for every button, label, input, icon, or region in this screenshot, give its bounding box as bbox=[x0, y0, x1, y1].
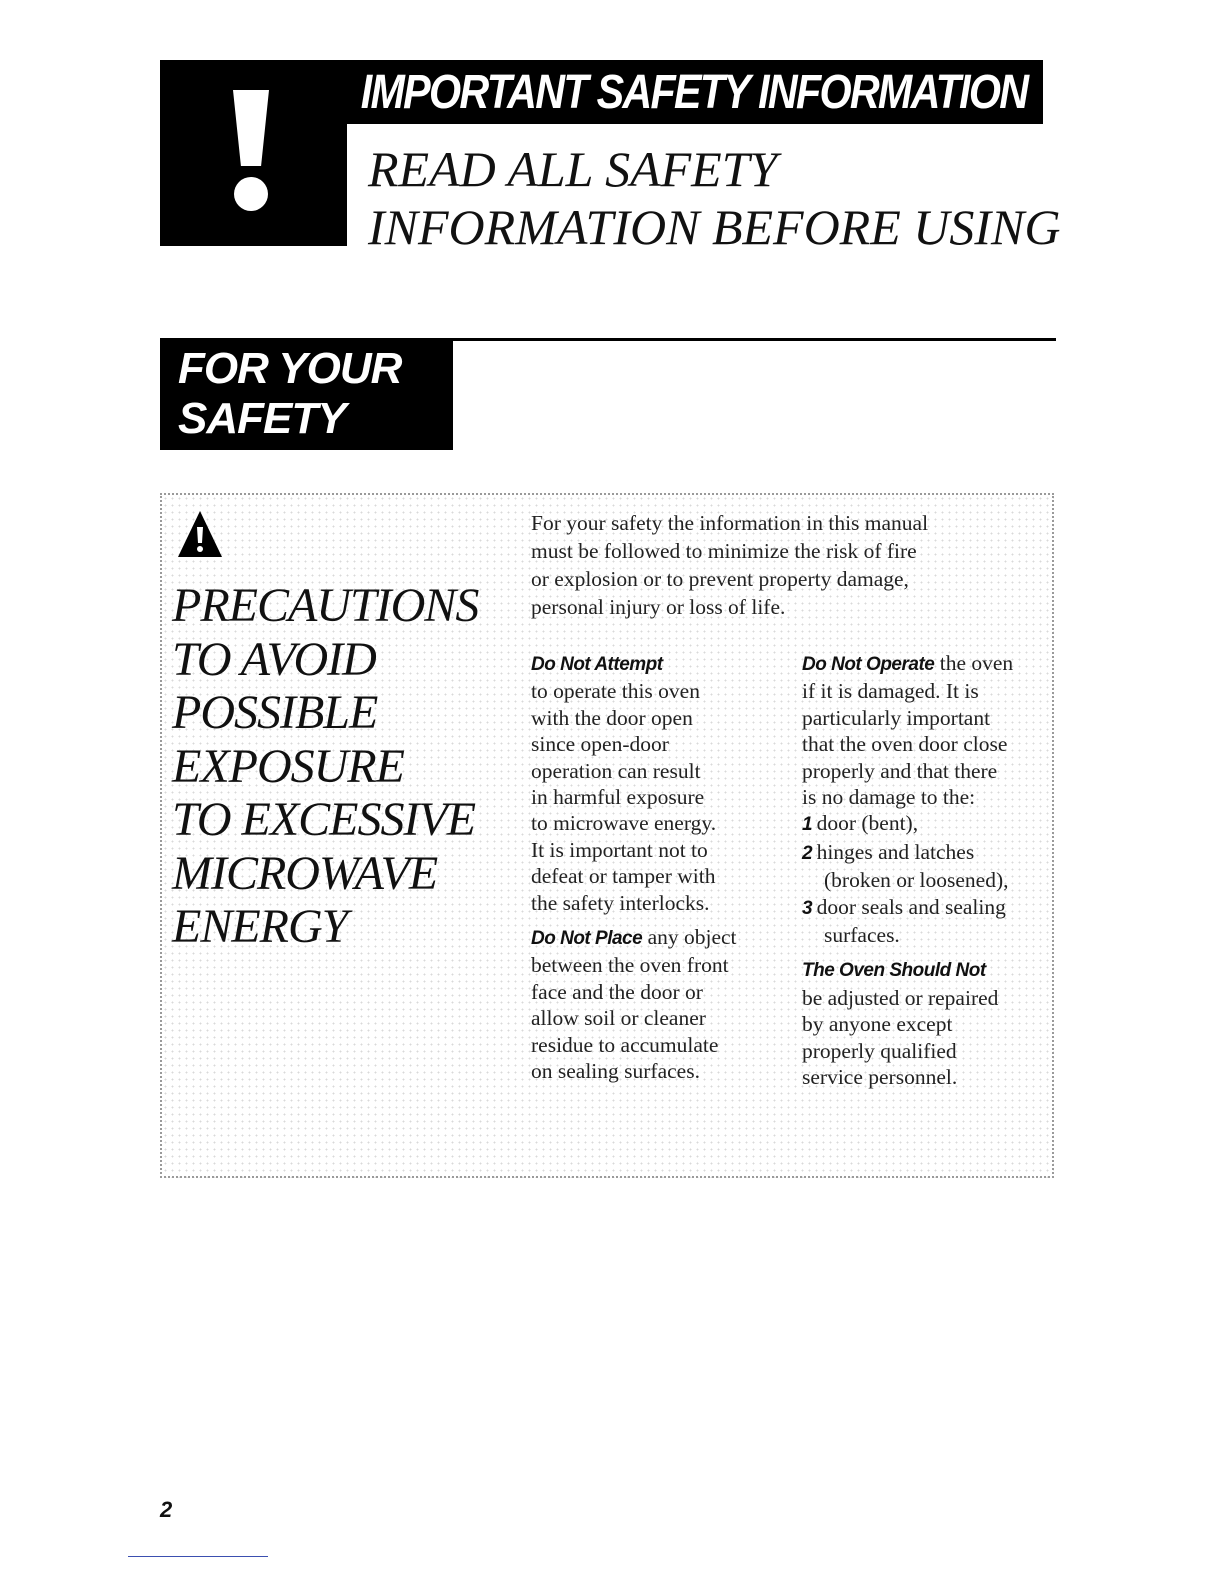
body-line: since open-door bbox=[531, 732, 669, 757]
heading-line: PRECAUTIONS bbox=[172, 579, 479, 632]
list-item bbox=[802, 839, 1052, 867]
exclamation-bar bbox=[233, 90, 269, 166]
do-not-operate-lead-line bbox=[802, 650, 1052, 678]
do-not-attempt-lead-line bbox=[531, 650, 781, 678]
left-column bbox=[531, 650, 781, 1085]
body-line: to operate this oven bbox=[531, 679, 700, 704]
subtitle-line: READ ALL SAFETY bbox=[368, 141, 778, 197]
heading-line: MICROWAVE bbox=[172, 846, 438, 900]
body-line: allow soil or cleaner bbox=[531, 1006, 706, 1031]
body-line: It is important not to bbox=[531, 837, 708, 862]
body-line: on sealing surfaces. bbox=[531, 1059, 700, 1084]
page-title: IMPORTANT SAFETY INFORMATION bbox=[360, 65, 1028, 119]
page-subtitle bbox=[368, 140, 1061, 256]
do-not-place-lead-line bbox=[531, 924, 781, 952]
do-not-operate-lead-rest: the oven bbox=[934, 651, 1014, 675]
body-line: between the oven front bbox=[531, 953, 729, 978]
list-item-text: door seals and sealing bbox=[816, 894, 1006, 919]
do-not-operate-lead: Do Not Operate bbox=[802, 654, 935, 675]
section-title bbox=[178, 344, 401, 444]
list-item bbox=[802, 894, 1052, 922]
intro-line: or explosion or to prevent property damage, bbox=[531, 567, 909, 591]
exclamation-icon bbox=[160, 60, 347, 246]
body-line: in harmful exposure bbox=[531, 785, 705, 810]
body-line: residue to accumulate bbox=[531, 1032, 719, 1057]
warning-triangle-icon bbox=[176, 509, 224, 561]
page-number: 2 bbox=[160, 1497, 173, 1522]
section-title-line: SAFETY bbox=[178, 394, 346, 443]
do-not-attempt-lead: Do Not Attempt bbox=[531, 654, 663, 675]
title-banner bbox=[347, 60, 1043, 124]
spacer bbox=[531, 916, 781, 924]
heading-line: TO EXCESSIVE bbox=[172, 793, 476, 846]
body-line: properly and that there bbox=[802, 758, 998, 783]
list-item-text: hinges and latches bbox=[816, 839, 975, 864]
precautions-panel bbox=[160, 493, 1054, 1178]
body-line: with the door open bbox=[531, 705, 693, 730]
footer-rule bbox=[128, 1556, 268, 1557]
heading-line: EXPOSURE bbox=[172, 739, 404, 793]
list-item-number: 1 bbox=[802, 814, 813, 836]
body-line: operation can result bbox=[531, 758, 701, 783]
spacer bbox=[802, 948, 1052, 956]
body-line: by anyone except bbox=[802, 1012, 953, 1037]
body-line: be adjusted or repaired bbox=[802, 985, 999, 1010]
oven-should-not-lead: The Oven Should Not bbox=[802, 960, 986, 982]
section-tab bbox=[160, 338, 453, 450]
heading-line: ENERGY bbox=[172, 900, 348, 953]
heading-line: POSSIBLE bbox=[172, 686, 378, 739]
intro-line: must be followed to minimize the risk of fire bbox=[531, 539, 917, 563]
body-line: that the oven door close bbox=[802, 732, 1008, 757]
body-line: service personnel. bbox=[802, 1065, 958, 1090]
intro-paragraph bbox=[531, 509, 1051, 621]
body-line: is no damage to the: bbox=[802, 785, 976, 810]
body-line: defeat or tamper with bbox=[531, 864, 716, 889]
body-line: to microwave energy. bbox=[531, 811, 717, 836]
subtitle-line: INFORMATION BEFORE USING bbox=[368, 199, 1061, 255]
right-column bbox=[802, 650, 1052, 1091]
list-item-text: door (bent), bbox=[816, 811, 919, 836]
list-item-number: 3 bbox=[802, 897, 813, 919]
precautions-heading bbox=[172, 579, 512, 954]
list-item-continuation: surfaces. bbox=[824, 923, 900, 948]
heading-line: TO AVOID bbox=[172, 632, 376, 686]
body-line: face and the door or bbox=[531, 979, 703, 1004]
section-title-line: FOR YOUR bbox=[178, 344, 402, 393]
body-line: the safety interlocks. bbox=[531, 890, 710, 915]
body-line: properly qualified bbox=[802, 1038, 957, 1063]
do-not-place-lead-rest: any object bbox=[642, 925, 737, 950]
intro-line: personal injury or loss of life. bbox=[531, 595, 786, 619]
body-line: particularly important bbox=[802, 705, 991, 730]
list-item-continuation: (broken or loosened), bbox=[824, 868, 1009, 893]
intro-line: For your safety the information in this manual bbox=[531, 511, 929, 535]
exclamation-dot bbox=[234, 177, 268, 211]
oven-should-not-lead-line bbox=[802, 956, 1052, 984]
body-line: if it is damaged. It is bbox=[802, 679, 979, 704]
do-not-place-lead: Do Not Place bbox=[531, 928, 643, 950]
list-item-number: 2 bbox=[802, 842, 813, 864]
list-item bbox=[802, 810, 1052, 838]
